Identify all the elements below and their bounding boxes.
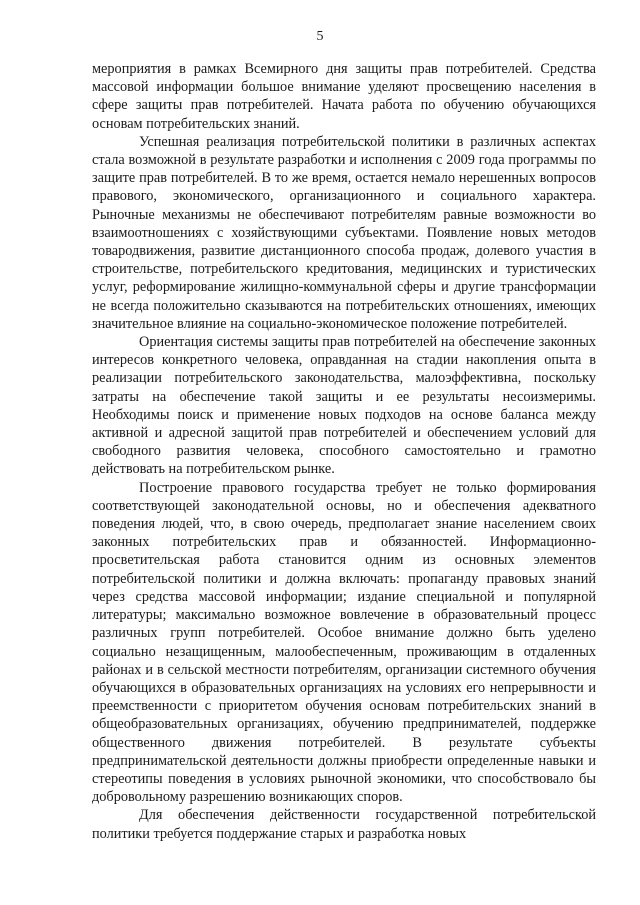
paragraph-2: Успешная реализация потребительской политики в различных аспектах стала возможной в результате разработки и исполнения с 2009 года программы по защите прав потребителей. В то же время, остается немало нерешенных вопросов правового, экономического, организационного и социального характера. Рыночные механизмы не обеспечивают потребителям равные возможности во взаимоотношениях с хозяйствующими субъектами. Появление новых методов товародвижения, развитие дистанционного способа продаж, долевого участия в строительстве, потребительского кредитования, медицинских и туристических услуг, реформирование жилищно-коммунальной сферы и другие трансформации не всегда положительно сказываются на потребительских отношениях, имеющих значительное влияние на социально-экономическое положение потребителей. [92, 133, 596, 332]
paragraph-4: Построение правового государства требует не только формирования соответствующей законодательной основы, но и обеспечения адекватного поведения людей, что, в свою очередь, предполагает знание населением своих законных потребительских прав и обязанностей. Информационно-просветительская работа становится одним из основных элементов потребительской политики и должна включать: пропаганду правовых знаний через средства массовой информации; издание специальной и популярной литературы; максимально возможное вовлечение в образовательный процесс различных групп потребителей. Особое внимание должно быть уделено социально незащищенным, малообеспеченным, проживающим в отдаленных районах и в сельской местности потребителям, организации системного обучения обучающихся в образовательных организациях на условиях его непрерывности и преемственности с приоритетом обучения основам потребительских знаний в общеобразовательных организациях, обучению предпринимателей, поддержке общественного движения потребителей. В результате субъекты предпринимательской деятельности должны приобрести определенные навыки и стереотипы поведения в условиях рыночной экономики, что способствовало бы добровольному разрешению возникающих споров. [92, 479, 596, 806]
paragraph-3: Ориентация системы защиты прав потребителей на обеспечение законных интересов конкретного человека, оправданная на стадии накопления опыта в реализации потребительского законодательства, малоэффективна, поскольку затраты на обеспечение такой защиты и ее результаты несоизмеримы. Необходимы поиск и применение новых подходов на основе баланса между активной и адресной защитой прав потребителей и обеспечением условий для свободного развития человека, способного самостоятельно и грамотно действовать на потребительском рынке. [92, 334, 596, 478]
paragraph-1: мероприятия в рамках Всемирного дня защиты прав потребителей. Средства массовой информации большое внимание уделяют просвещению населения в сфере защиты прав потребителей. Начата работа по обучению обучающихся основам потребительских знаний. [92, 61, 596, 132]
document-body [92, 60, 596, 843]
page-number: 5 [316, 29, 324, 44]
paragraph-5: Для обеспечения действенности государственной потребительской политики требуется поддержание старых и разработка новых [92, 807, 596, 842]
